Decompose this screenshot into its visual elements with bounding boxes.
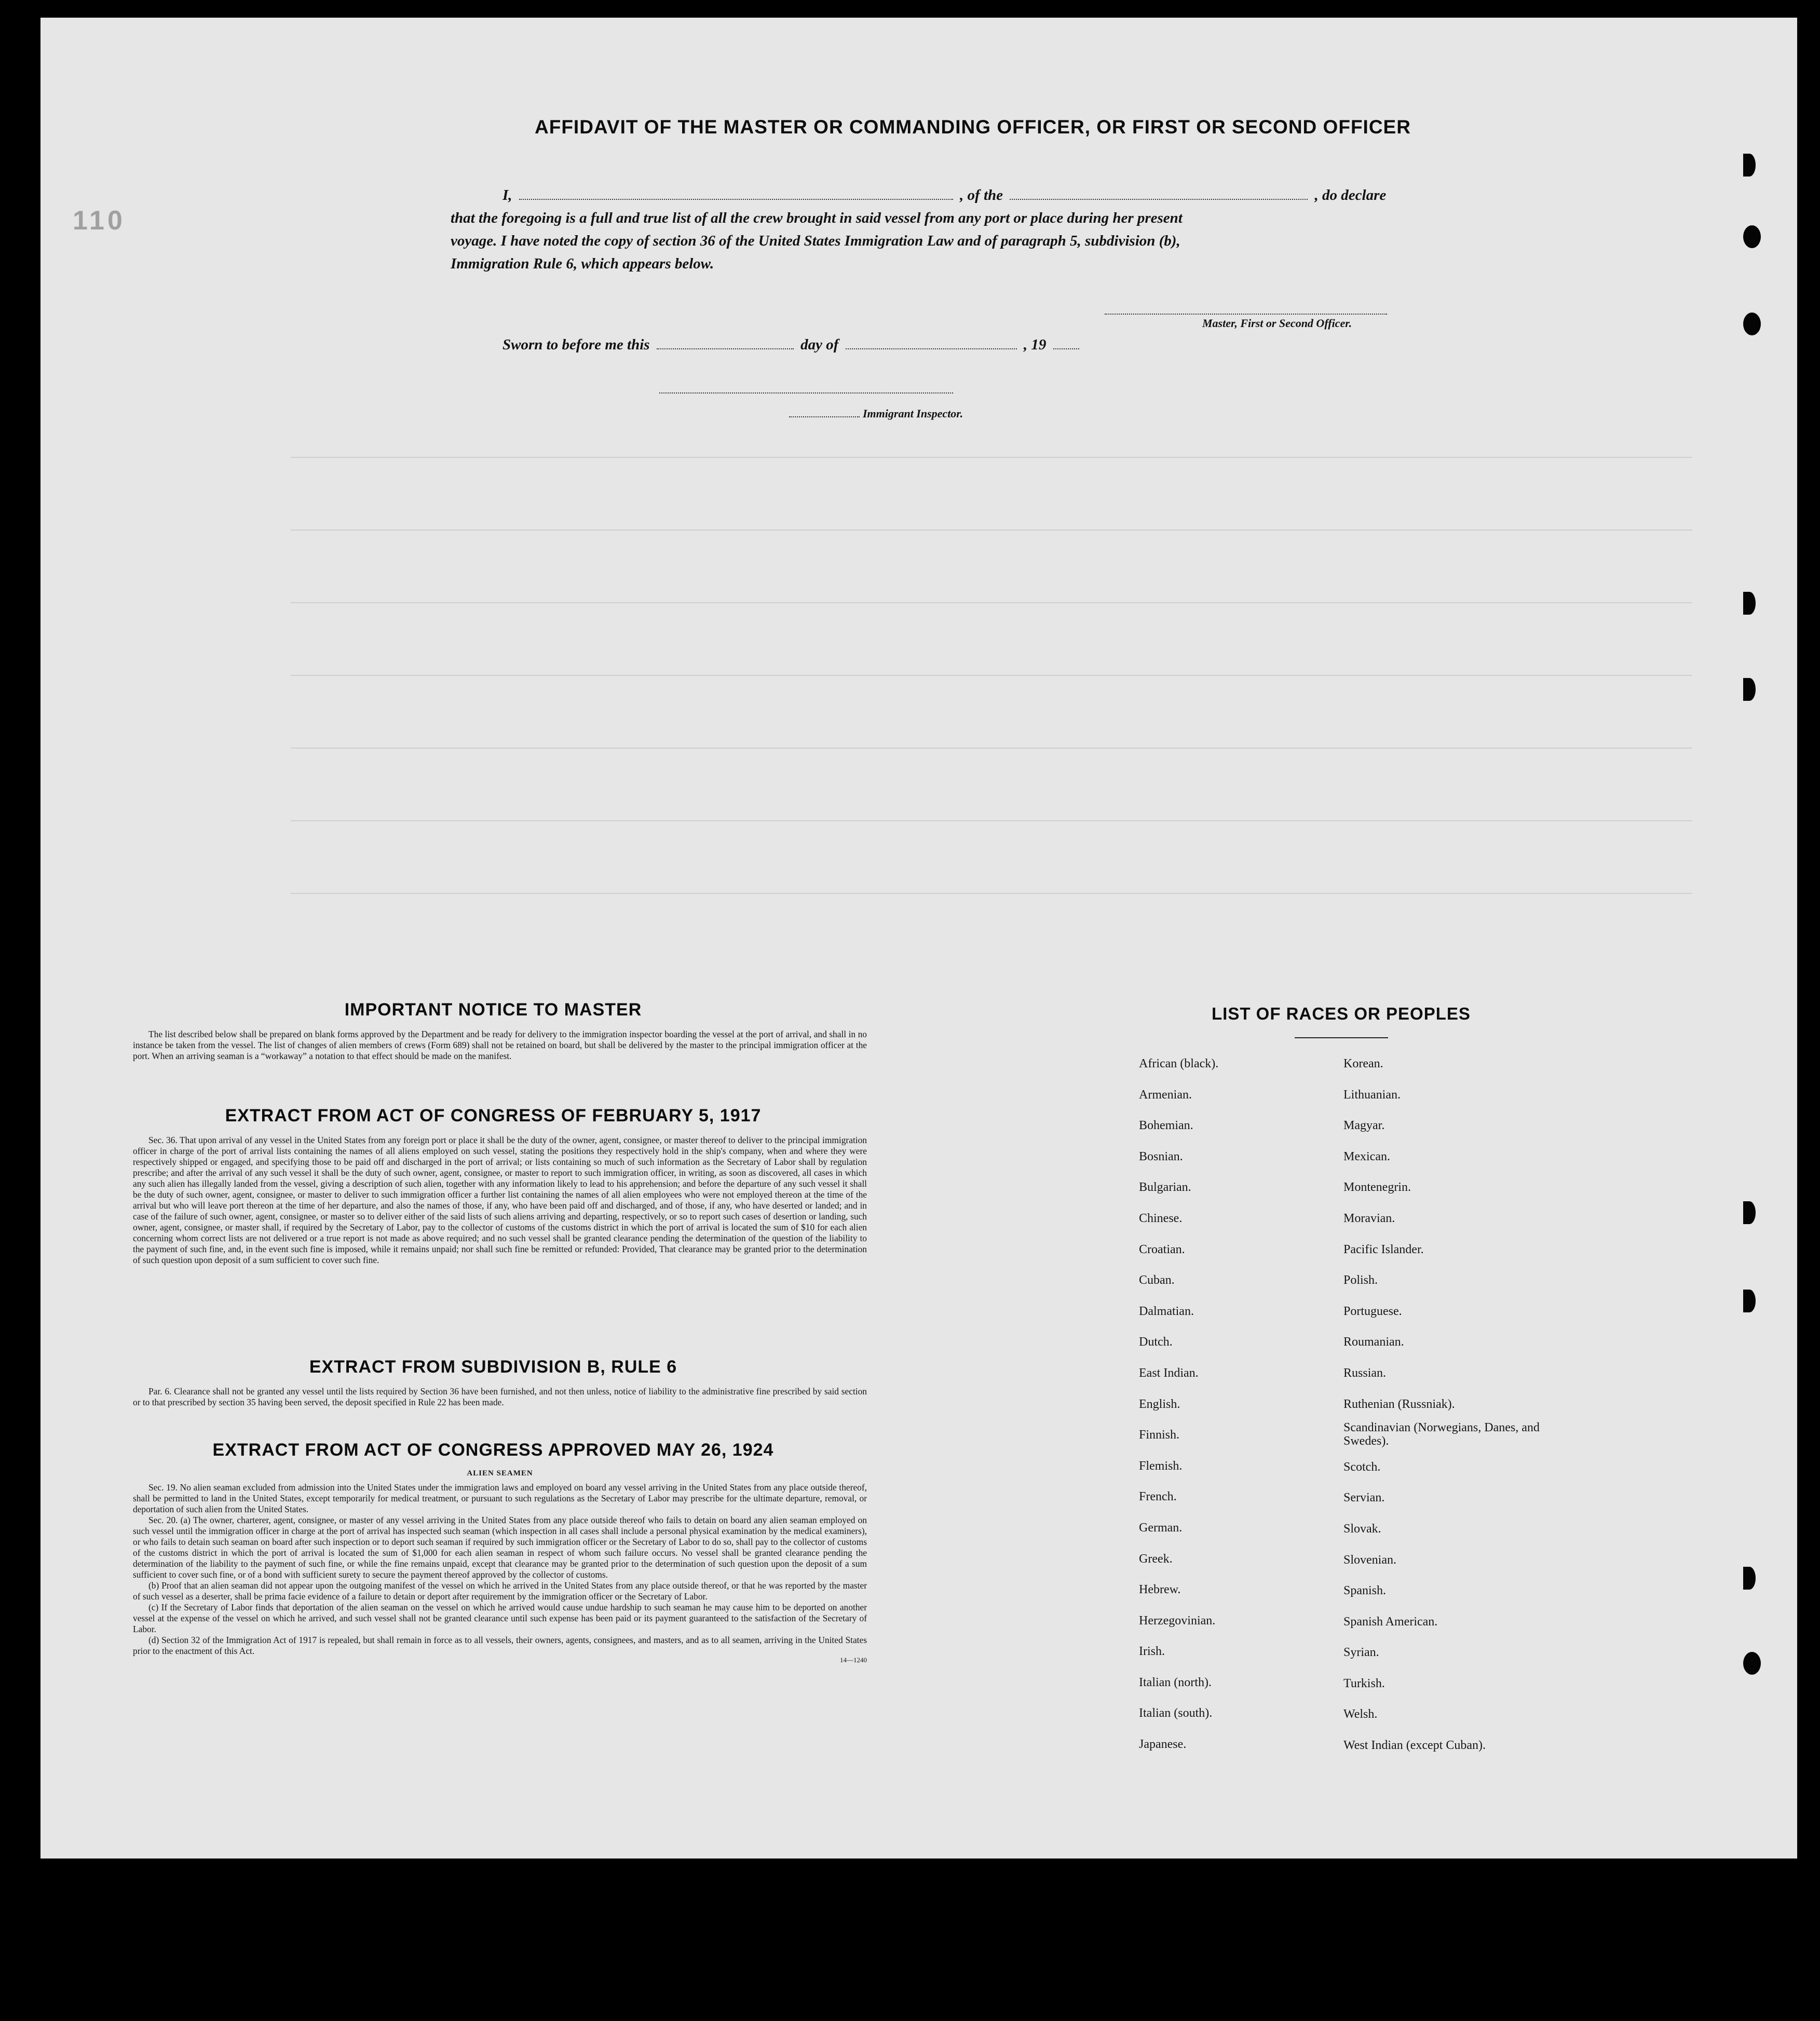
notice-paragraph: The list described below shall be prepared on blank forms approved by the Department and be ready for delivery to the immigration inspector boarding the vessel at the port of arrival, and shall in no instance be taken from the vessel. The list of changes of alien members of crews (Form 689) shall not be retained on board, but shall be delivered by the master to the principal immigration officer at the port. When an arriving seaman is a “workaway” a notation to that effect should be made on the manifest.: [133, 1029, 867, 1061]
margin-page-number: 110: [73, 206, 126, 236]
name-blank[interactable]: [519, 198, 953, 200]
race-item: Pacific Islander.: [1343, 1242, 1424, 1256]
notice-text: [133, 1029, 867, 1062]
binder-hole: [1743, 1652, 1761, 1675]
affidavit-i-label: I,: [502, 187, 512, 204]
race-item: Dutch.: [1139, 1335, 1173, 1349]
race-item: Turkish.: [1343, 1676, 1385, 1690]
race-item: Bosnian.: [1139, 1149, 1183, 1163]
alien-seamen-subtitle: ALIEN SEAMEN: [467, 1469, 533, 1477]
race-item: Bulgarian.: [1139, 1181, 1191, 1195]
race-item: Montenegrin.: [1343, 1181, 1411, 1195]
race-item: Bohemian.: [1139, 1119, 1193, 1133]
extract-1924-title: EXTRACT FROM ACT OF CONGRESS APPROVED MAY 26, 1924: [212, 1440, 774, 1460]
race-item: French.: [1139, 1490, 1177, 1504]
extract-1924-paragraph: Sec. 20. (a) The owner, charterer, agent, consignee, or master of any vessel arriving in the United States from any place outside thereof who fails to detain on board any alien seaman employed on such vessel until the immigration officer in charge at the port of arrival has inspected such seaman (which inspection in all cases shall include a personal physical examination by the medical examiners), or who fails to detain such seaman on board after such inspection or to deport such seaman if required by such immigration officer or the Secretary of Labor to do so, shall pay to the collector of customs of the customs district in which the port of arrival is located the sum of $1,000 for each alien seaman in respect of whom such failure occurs. No vessel shall be granted clearance pending the determination of the liability to the payment of such fine, or while the fine remains unpaid, except that clearance may be granted prior to the determination of such question upon the deposit of a sum sufficient to cover such fine, or of a bond with sufficient surety to secure the payment thereof approved by the collector of customs.: [133, 1515, 867, 1580]
race-item: Spanish.: [1343, 1584, 1387, 1598]
sworn-label: Sworn to before me this: [502, 336, 650, 353]
sworn-day-blank[interactable]: [657, 347, 794, 349]
year-label: , 19: [1023, 336, 1047, 353]
race-item: Hebrew.: [1139, 1583, 1181, 1597]
affidavit-of-the: , of the: [960, 187, 1003, 204]
binder-hole: [1743, 592, 1756, 615]
affidavit-line-3: voyage. I have noted the copy of section 36 of the United States Immigration Law and of paragraph 5, subdivision (b),: [451, 233, 1180, 249]
race-item: Slovenian.: [1343, 1553, 1396, 1567]
race-item: English.: [1139, 1397, 1180, 1411]
race-item: Cuban.: [1139, 1273, 1175, 1287]
race-item: Roumanian.: [1343, 1335, 1404, 1349]
extract-rule6-text: [133, 1386, 867, 1408]
races-title-rule: [1295, 1037, 1388, 1038]
affidavit-line-4: Immigration Rule 6, which appears below.: [451, 255, 714, 272]
race-item: Croatian.: [1139, 1242, 1185, 1256]
race-item: Armenian.: [1139, 1088, 1192, 1102]
race-item: Servian.: [1343, 1491, 1385, 1505]
inspector-short-line: [789, 416, 860, 417]
races-right-column: [1343, 1049, 1541, 1761]
binder-hole: [1743, 1290, 1756, 1312]
ghost-line: [291, 893, 1692, 894]
race-item: Italian (south).: [1139, 1706, 1213, 1720]
extract-1917-text: [133, 1135, 867, 1266]
ghost-line: [291, 530, 1692, 531]
race-item: Herzegovinian.: [1139, 1613, 1216, 1627]
ghost-line: [291, 675, 1692, 676]
extract-rule6-paragraph: Par. 6. Clearance shall not be granted any vessel until the lists required by Section 36 have been furnished, and not then unless, notice of liability to the administrative fine prescribed by said section or to that prescribed by section 35 having been served, the deposit specified in Rule 22 has been made.: [133, 1386, 867, 1407]
extract-rule6-title: EXTRACT FROM SUBDIVISION B, RULE 6: [309, 1357, 677, 1377]
race-item: East Indian.: [1139, 1366, 1199, 1380]
race-item: Lithuanian.: [1343, 1088, 1401, 1102]
race-item: Flemish.: [1139, 1459, 1183, 1473]
binder-hole: [1743, 1201, 1756, 1224]
race-item: Finnish.: [1139, 1428, 1180, 1442]
inspector-label: Immigrant Inspector.: [863, 407, 963, 420]
race-item: Irish.: [1139, 1645, 1165, 1659]
race-item: Welsh.: [1343, 1707, 1378, 1721]
race-item: Japanese.: [1139, 1738, 1187, 1752]
sworn-line: [502, 336, 1082, 354]
race-item: Portuguese.: [1343, 1304, 1402, 1318]
ghost-line: [291, 457, 1692, 458]
inspector-signature-line[interactable]: [659, 392, 953, 394]
races-left-column: [1139, 1049, 1218, 1760]
extract-1924-text: [133, 1467, 867, 1665]
race-item: Slovak.: [1343, 1522, 1381, 1536]
race-item: Scandinavian (Norwegians, Danes, and Swedes).: [1343, 1421, 1540, 1448]
race-item: African (black).: [1139, 1057, 1219, 1070]
sworn-month-blank[interactable]: [846, 347, 1017, 349]
affidavit-do-declare: , do declare: [1314, 187, 1387, 204]
race-item: Korean.: [1343, 1057, 1383, 1070]
race-item: Chinese.: [1139, 1211, 1183, 1225]
race-item: Dalmatian.: [1139, 1304, 1194, 1318]
binder-hole: [1743, 678, 1756, 701]
race-item: German.: [1139, 1521, 1183, 1535]
master-label: Master, First or Second Officer.: [1202, 317, 1352, 330]
race-item: Italian (north).: [1139, 1675, 1212, 1689]
extract-1924-paragraph: (b) Proof that an alien seaman did not appear upon the outgoing manifest of the vessel on which he arrived in the United States from any place outside thereof, or that he was reported by the master of such vessel as a deserter, shall be prima facie evidence of a failure to detain or deport after requirement by the immigration officer or the Secretary of Labor.: [133, 1580, 867, 1602]
binder-hole: [1743, 1567, 1756, 1590]
extract-1924-paragraph: (c) If the Secretary of Labor finds that deportation of the alien seaman on the vessel on which he arrived would cause undue hardship to such seaman he may cause him to be deported on another vessel at the expense of the vessel on which he arrived, and such vessel shall not be granted clearance until such expense has been paid or its payment guaranteed to the satisfaction of the Secretary of Labor.: [133, 1602, 867, 1634]
extract-1917-paragraph: Sec. 36. That upon arrival of any vessel in the United States from any foreign port or place it shall be the duty of the owner, agent, consignee, or master thereof to deliver to the principal immigration officer in charge of the port of arrival lists containing the names of all aliens employed on such vessel, stating the positions they respectively hold in the ship's company, when and where they were respectively shipped or engaged, and specifying those to be paid off and discharged in the port of arrival; or lists containing so much of such information as the Secretary of Labor shall by regulation prescribe; and after the arrival of any such vessel it shall be the duty of such owner, agent, consignee, or master to report to such immigration officer, in writing, as soon as discovered, all cases in which any such alien has illegally landed from the vessel, giving a description of such alien, together with any information likely to lead to his apprehension; and before the departure of any such vessel it shall be the duty of such owner, agent, consignee, or master to deliver to such immigration officer a further list containing the names of all alien employees who were not employed thereon at the time of the arrival but who will leave port thereon at the time of her departure, and also the names of those, if any, who have been paid off and discharged, and of those, if any, who have deserted or landed; and in case of the failure of such owner, agent, consignee, or master so to deliver either of the said lists of such aliens arriving and departing, respectively, or so to report such cases of desertion or landing, such owner, agent, consignee, or master shall, if required by the Secretary of Labor, pay to the collector of customs of the customs district in which the port of arrival is located the sum of $10 for each alien concerning whom correct lists are not delivered or a true report is not made as above required; and no such vessel shall be granted clearance pending the determination of the question of the liability to the payment of such fine, and, in the event such fine is imposed, while it remains unpaid; nor shall such fine be remitted or refunded: Provided, That clearance may be granted prior to the determination of such question upon deposit of a sum sufficient to cover such fine.: [133, 1135, 867, 1265]
form-number: 14—1240: [840, 1656, 867, 1664]
notice-title: IMPORTANT NOTICE TO MASTER: [344, 1000, 642, 1020]
binder-hole: [1743, 154, 1756, 177]
race-item: Mexican.: [1343, 1149, 1390, 1163]
race-item: Moravian.: [1343, 1211, 1395, 1225]
race-item: Greek.: [1139, 1552, 1173, 1566]
race-item: Polish.: [1343, 1273, 1378, 1287]
ghost-line: [291, 820, 1692, 821]
race-item: Magyar.: [1343, 1119, 1385, 1133]
race-item: Spanish American.: [1343, 1615, 1438, 1629]
master-signature-line[interactable]: [1105, 314, 1387, 315]
ghost-line: [291, 748, 1692, 749]
race-item: Scotch.: [1343, 1460, 1381, 1474]
ghost-line: [291, 602, 1692, 603]
affidavit-line-2: that the foregoing is a full and true list of all the crew brought in said vessel from any port or place during her present: [451, 210, 1183, 226]
day-of-label: day of: [800, 336, 839, 353]
extract-1924-paragraph: (d) Section 32 of the Immigration Act of 1917 is repealed, but shall remain in force as to all vessels, their owners, agents, consignees, and masters, and as to all seamen, arriving in the United States prior to the enactment of this Act.: [133, 1635, 867, 1656]
vessel-blank[interactable]: [1010, 198, 1308, 200]
race-item: Russian.: [1343, 1366, 1387, 1380]
races-title: LIST OF RACES OR PEOPLES: [1212, 1004, 1471, 1023]
extract-1917-title: EXTRACT FROM ACT OF CONGRESS OF FEBRUARY 5, 1917: [225, 1106, 762, 1125]
extract-1924-paragraph: Sec. 19. No alien seaman excluded from admission into the United States under the immigration laws and employed on board any vessel arriving in the United States from any place outside thereof, shall be permitted to land in the United States, except temporarily for medical treatment, or pursuant to such regulations as the Secretary of Labor may prescribe for the ultimate departure, removal, or deportation of such alien from the United States.: [133, 1482, 867, 1514]
sworn-year-blank[interactable]: [1053, 347, 1079, 349]
affidavit-title: AFFIDAVIT OF THE MASTER OR COMMANDING OFFICER, OR FIRST OR SECOND OFFICER: [535, 116, 1411, 138]
affidavit-line-1: [502, 187, 1386, 204]
binder-hole: [1743, 313, 1761, 335]
binder-hole: [1743, 225, 1761, 248]
race-item: Ruthenian (Russniak).: [1343, 1397, 1455, 1411]
race-item: West Indian (except Cuban).: [1343, 1739, 1486, 1753]
race-item: Syrian.: [1343, 1646, 1379, 1660]
